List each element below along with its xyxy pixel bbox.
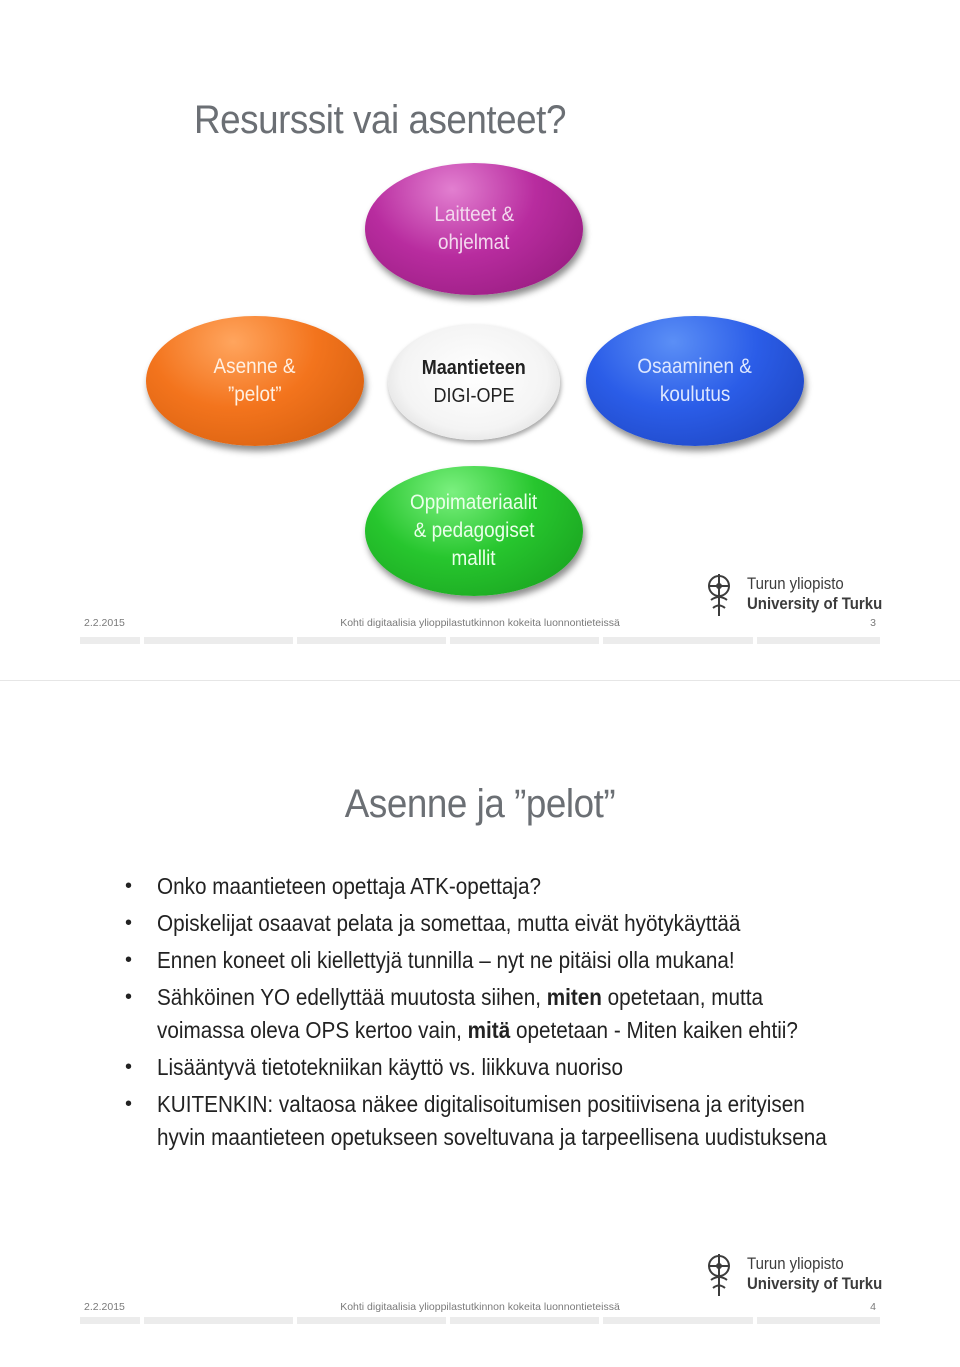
list-item: • KUITENKIN: valtaosa näkee digitalisoitumisen positiivisena ja erityisen hyvin maantieteen opetukseen soveltuvana ja tarpeellisena uudistuksena bbox=[120, 1088, 840, 1154]
slide-4 bbox=[0, 680, 960, 1367]
bubble-skills-training: Osaaminen & koulutus bbox=[586, 316, 804, 446]
list-item: • Opiskelijat osaavat pelata ja somettaa, mutta eivät hyötykäyttää bbox=[120, 907, 840, 940]
list-item: • Ennen koneet oli kiellettyjä tunnilla – nyt ne pitäisi olla mukana! bbox=[120, 944, 840, 977]
slide-title: Resurssit vai asenteet? bbox=[194, 98, 566, 142]
bubble-materials-pedagogy: Oppimateriaalit & pedagogiset mallit bbox=[365, 466, 583, 596]
bubble-devices-software: Laitteet & ohjelmat bbox=[365, 163, 583, 295]
list-item: • Onko maantieteen opettaja ATK-opettaja? bbox=[120, 870, 840, 903]
university-of-turku-logo-icon bbox=[703, 570, 735, 618]
footer-bar bbox=[80, 1317, 880, 1324]
university-logo: Turun yliopisto University of Turku bbox=[703, 570, 901, 618]
slide-footer bbox=[80, 1301, 880, 1315]
slide-3 bbox=[0, 0, 960, 680]
bullet-list bbox=[120, 870, 840, 1158]
footer-title: Kohti digitaalisia ylioppilastutkinnon kokeita luonnontieteissä bbox=[340, 617, 620, 629]
list-item: • Sähköinen YO edellyttää muutosta siihen, miten opetetaan, mutta voimassa oleva OPS kertoo vain, mitä opetetaan - Miten kaiken ehtii? bbox=[120, 981, 840, 1047]
footer-date: 2.2.2015 bbox=[84, 617, 125, 629]
bubble-attitude-fears: Asenne & ”pelot” bbox=[146, 316, 364, 446]
footer-title: Kohti digitaalisia ylioppilastutkinnon kokeita luonnontieteissä bbox=[340, 1301, 620, 1313]
page-number: 4 bbox=[870, 1301, 876, 1313]
footer-date: 2.2.2015 bbox=[84, 1301, 125, 1313]
slide-footer bbox=[80, 617, 880, 631]
page-number: 3 bbox=[870, 617, 876, 629]
list-item: • Lisääntyvä tietotekniikan käyttö vs. liikkuva nuoriso bbox=[120, 1051, 840, 1084]
slide-title: Asenne ja ”pelot” bbox=[344, 782, 616, 826]
university-logo: Turun yliopisto University of Turku bbox=[703, 1250, 901, 1298]
university-of-turku-logo-icon bbox=[703, 1250, 735, 1298]
bubble-digi-ope: Maantieteen DIGI-OPE bbox=[388, 324, 560, 440]
footer-bar bbox=[80, 637, 880, 644]
